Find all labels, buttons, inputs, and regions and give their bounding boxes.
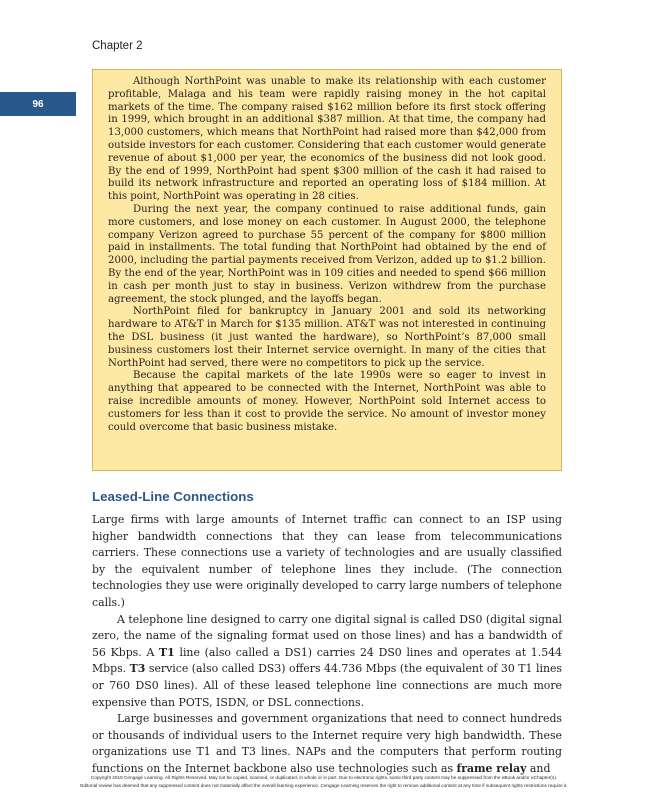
page-number: 96 (0, 92, 76, 116)
copyright-line: Editorial review has deemed that any suppressed content does not materially affect the overall learning experience. Cengage Learning reserves the right to remove additional content at any time if subsequent rights restrictions require it. (80, 783, 568, 788)
section-body (92, 512, 562, 778)
box-paragraph: NorthPoint filed for bankruptcy in January 2001 and sold its networking hardware to AT&T in March for $135 million. AT&T was not interested in continuing the DSL business (it just wanted the hardware), so NorthPoint’s 87,000 small business customers lost their Internet service overnight. In many of the cities that NorthPoint had served, there were no competitors to pick up the service. (108, 306, 546, 369)
body-paragraph: Large firms with large amounts of Internet traffic can connect to an ISP using higher bandwidth connections that they can lease from telecommunications carriers. These connections use a variety of technologies and are usually classified by the equivalent number of telephone lines they include. (The connection technologies they use were originally developed to carry large numbers of telephone calls.) (92, 513, 562, 609)
term-t1: T1 (159, 645, 175, 659)
term-frame-relay: frame relay (456, 761, 527, 775)
copyright-line: Copyright 2015 Cengage Learning. All Rights Reserved. May not be copied, scanned, or duplicated, in whole or in part. Due to electronic rights, some third party content may be suppressed from the eBook and/or eChapter(s). (90, 775, 558, 780)
term-t3: T3 (129, 662, 146, 676)
box-paragraph: Because the capital markets of the late 1990s were so eager to invest in anything that appeared to be connected with the Internet, NorthPoint was able to raise incredible amounts of money. However, NorthPoint sold Internet access to customers for less than it cost to provide the service. No amount of investor money could overcome that basic business mistake. (108, 370, 546, 433)
body-paragraph: Large businesses and government organizations that need to connect hundreds or thousands of individual users to the Internet require very high bandwidth. These organizations use T1 and T3 lines. NAPs and the computers that perform routing functions on the Internet backbone also use technologies such as frame relay and (92, 712, 562, 775)
case-study-box (92, 69, 562, 471)
chapter-label: Chapter 2 (92, 40, 143, 52)
body-paragraph: A telephone line designed to carry one digital signal is called DS0 (digital signal zero, the name of the signaling format used on those lines) and has a bandwidth of 56 Kbps. A T1 line (also called a DS1) carries 24 DS0 lines and operates at 1.544 Mbps. T3 service (also called DS3) offers 44.736 Mbps (the equivalent of 30 T1 lines or 760 DS0 lines). All of these leased telephone line connections are much more expensive than POTS, ISDN, or DSL connections. (92, 612, 563, 709)
copyright-notice (14, 774, 634, 790)
section-heading: Leased-Line Connections (92, 489, 254, 504)
box-paragraph: During the next year, the company continued to raise additional funds, gain more customers, and lose money on each customer. In August 2000, the telephone company Verizon agreed to purchase 55 percent of the company for $800 million paid in installments. The total funding that NorthPoint had obtained by the end of 2000, including the partial payments received from Verizon, added up to $1.2 billion. By the end of the year, NorthPoint was in 109 cities and needed to spend $66 million in cash per month just to stay in business. Verizon withdrew from the purchase agreement, the stock plunged, and the layoffs began. (108, 203, 546, 305)
box-paragraph: Although NorthPoint was unable to make its relationship with each customer profitable, Malaga and his team were rapidly raising money in the hot capital markets of the time. The company raised $162 million before its first stock offering in 1999, which brought in an additional $387 million. At that time, the company had 13,000 customers, which means that NorthPoint had raised more than $42,000 from outside investors for each customer. Considering that each customer would generate revenue of about $1,000 per year, the economics of the business did not look good. By the end of 1999, NorthPoint had spent $300 million of the cash it had raised to build its network infrastructure and reported an operating loss of $184 million. At this point, NorthPoint was operating in 28 cities. (108, 76, 546, 203)
